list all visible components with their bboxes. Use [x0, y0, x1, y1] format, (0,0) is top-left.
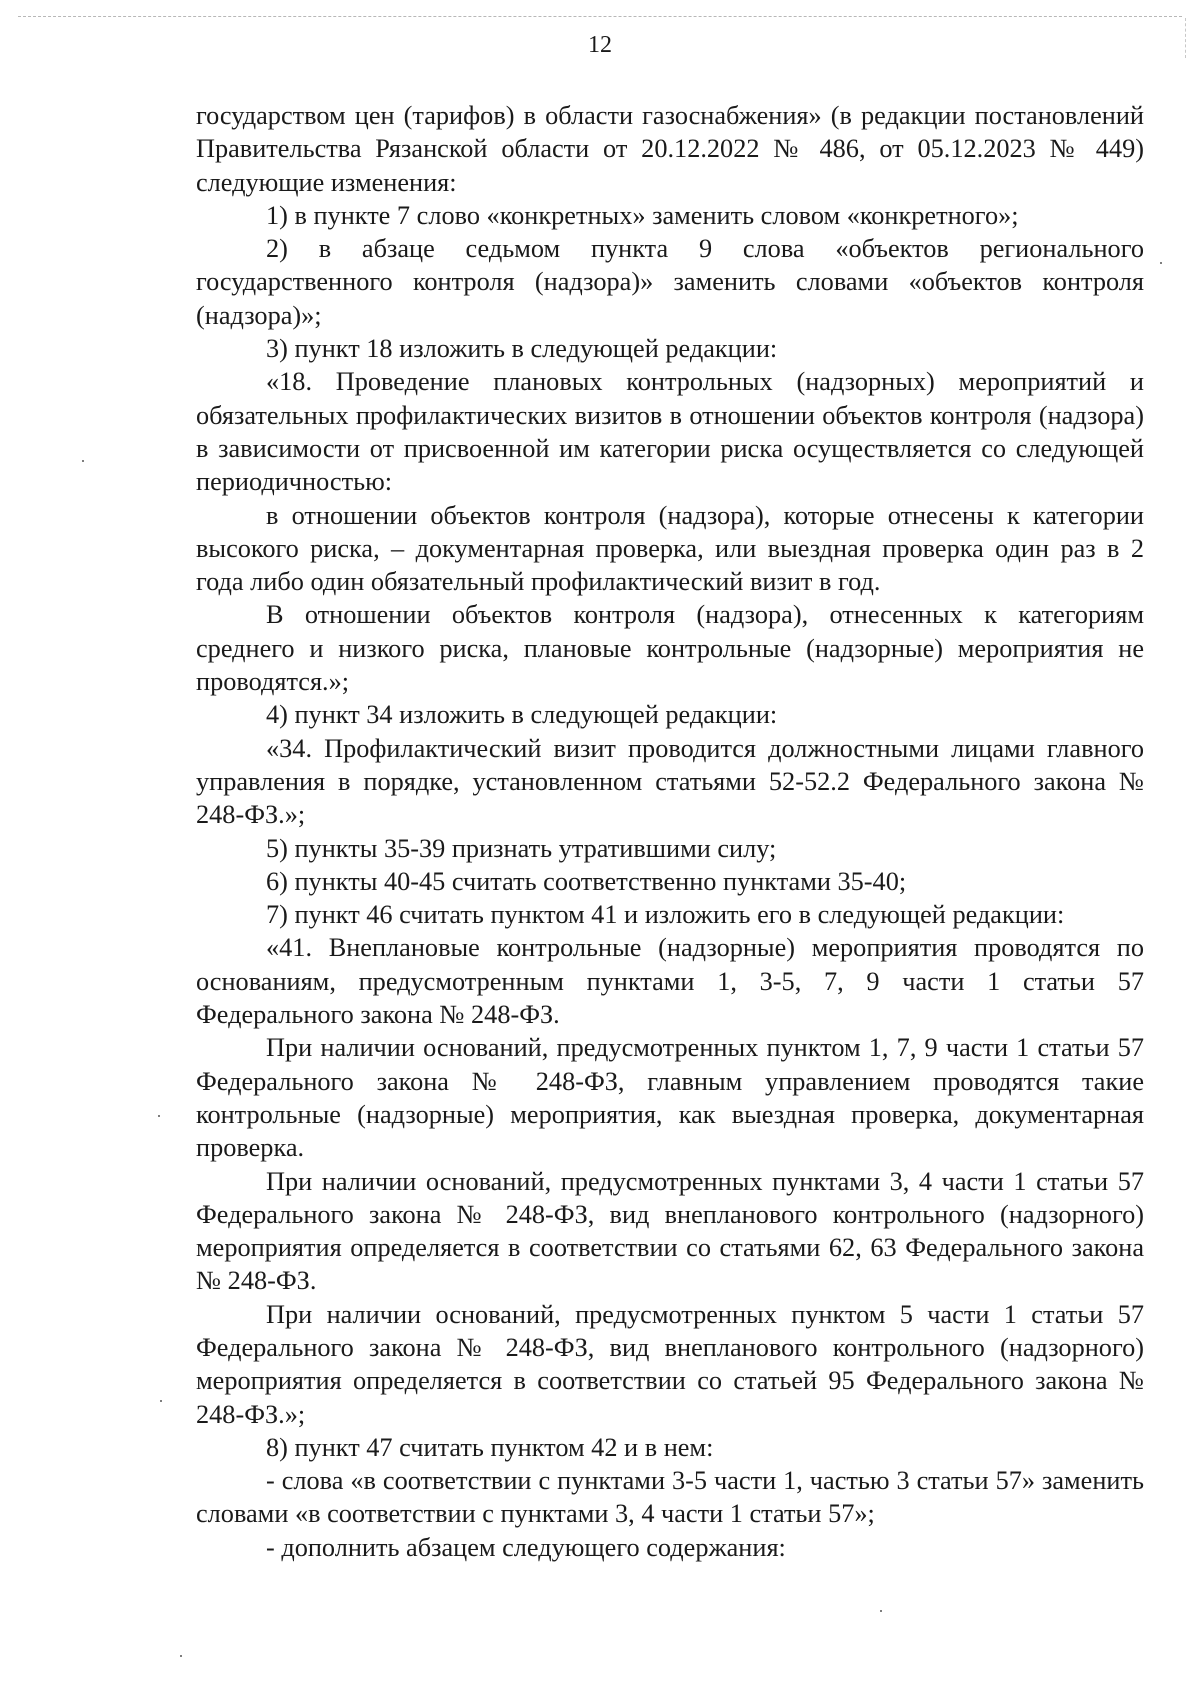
paragraph-grounds-5: При наличии оснований, предусмотренных пунктом 5 части 1 статьи 57 Федерального закона № 248-ФЗ, вид внепланового контрольного (надзорного) мероприятия определяется в соответствии со статьей 95 Федерального закона № 248-ФЗ.»; — [196, 1299, 1144, 1429]
paragraph-clause-41: «41. Внеплановые контрольные (надзорные) мероприятия проводятся по основаниям, предусмотренным пунктами 1, 3-5, 7, 9 части 1 статьи 57 Федерального закона № 248-ФЗ. — [196, 933, 1144, 1030]
scan-speck — [158, 1115, 160, 1117]
paragraph-intro: государством цен (тарифов) в области газоснабжения» (в редакции постановлений Правительства Рязанской области от 20.12.2022 № 486, от 05.12.2023 № 449) следующие изменения: — [196, 101, 1144, 197]
paragraph-add-paragraph: - дополнить абзацем следующего содержания: — [266, 1532, 786, 1562]
paragraph-item-7: 7) пункт 46 считать пунктом 41 и изложить его в следующей редакции: — [266, 900, 1065, 930]
paragraph-item-2: 2) в абзаце седьмом пункта 9 слова «объектов регионального государственного контроля (надзора)» заменить словами «объектов контроля (надзора)»; — [196, 234, 1144, 330]
paragraph-clause-18: «18. Проведение плановых контрольных (надзорных) мероприятий и обязательных профилактических визитов в отношении объектов контроля (надзора) в зависимости от присвоенной им категории риска осуществляется со следующей периодичностью: — [196, 367, 1144, 497]
scan-speck — [82, 460, 84, 462]
scan-speck — [1160, 262, 1162, 264]
paragraph-item-5: 5) пункты 35-39 признать утратившими силу; — [266, 833, 777, 863]
paragraph-item-6: 6) пункты 40-45 считать соответственно пунктами 35-40; — [266, 866, 907, 896]
scan-edge-top — [18, 16, 1182, 17]
paragraph-item-1: 1) в пункте 7 слово «конкретных» заменить словом «конкретного»; — [266, 200, 1019, 230]
document-body — [196, 99, 1144, 1564]
paragraph-high-risk: в отношении объектов контроля (надзора), которые отнесены к категории высокого риска, – документарная проверка, или выездная проверка один раз в 2 года либо один обязательный профилактический визит в год. — [196, 500, 1144, 597]
scan-speck — [180, 1655, 182, 1657]
scan-speck — [880, 1610, 882, 1612]
paragraph-item-8: 8) пункт 47 считать пунктом 42 и в нем: — [266, 1432, 714, 1462]
paragraph-item-3: 3) пункт 18 изложить в следующей редакции: — [266, 334, 778, 364]
scan-speck — [160, 1400, 162, 1402]
page-number: 12 — [588, 32, 612, 58]
paragraph-medium-low-risk: В отношении объектов контроля (надзора), отнесенных к категориям среднего и низкого риска, плановые контрольные (надзорные) мероприятия не проводятся.»; — [196, 600, 1144, 697]
paragraph-grounds-1-7-9: При наличии оснований, предусмотренных пунктом 1, 7, 9 части 1 статьи 57 Федерального закона № 248-ФЗ, главным управлением проводятся такие контрольные (надзорные) мероприятия, как выездная проверка, документарная проверка. — [196, 1033, 1144, 1163]
paragraph-clause-34: «34. Профилактический визит проводится должностными лицами главного управления в порядке, установленном статьями 52-52.2 Федерального закона № 248-ФЗ.»; — [196, 733, 1144, 830]
paragraph-grounds-3-4: При наличии оснований, предусмотренных пунктами 3, 4 части 1 статьи 57 Федерального закона № 248-ФЗ, вид внепланового контрольного (надзорного) мероприятия определяется в соответствии со статьями 62, 63 Федерального закона № 248-ФЗ. — [196, 1166, 1144, 1296]
paragraph-replace-words: - слова «в соответствии с пунктами 3-5 части 1, частью 3 статьи 57» заменить словами «в соответствии с пунктами 3, 4 части 1 статьи 57»; — [196, 1466, 1144, 1529]
paragraph-item-4: 4) пункт 34 изложить в следующей редакции: — [266, 700, 778, 730]
